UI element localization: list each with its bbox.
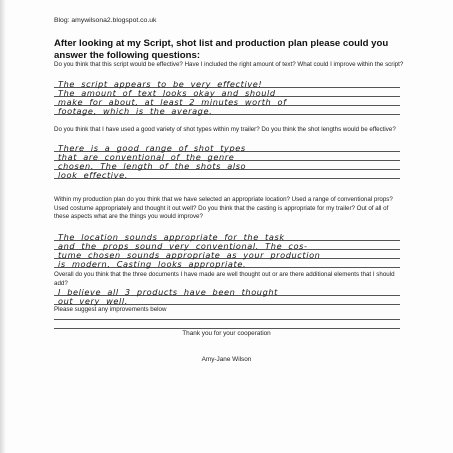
author-name: Amy-Jane Wilson [201, 356, 252, 363]
answer-1 [58, 80, 398, 116]
answer-4-line: out very well. [58, 296, 128, 306]
answer-3-line: tume chosen sounds appropriate as your production [58, 250, 321, 260]
answer-4 [58, 288, 398, 306]
answer-lines-5 [54, 311, 400, 329]
question-1: Do you think that this script would be effective? Have I included the right amount of text? What could I improve within the script? [54, 61, 404, 68]
question-3: Within my production plan do you think that we have selected an appropriate location? Used a range of conventional props? Used costume appropriately and thought it out well? Do you think that the casting is appropriate for my trailer? Out of all of these aspects what are the things you would improve? [54, 196, 393, 221]
answer-2 [58, 144, 398, 180]
question-2: Do you think that I have used a good variety of shot types within my trailer? Do you think the shot lengths would be effective? [54, 126, 396, 133]
answer-3-line: and the props sound very conventional. The cos- [58, 241, 308, 251]
answer-2-line: that are conventional of the genre [58, 152, 235, 162]
answer-3-line: is modern. Casting looks appropriate. [58, 259, 247, 269]
answer-1-line: The script appears to be very effective! [58, 79, 263, 89]
answer-4-line: I believe all 3 products have been thought [58, 287, 278, 297]
form-heading: After looking at my Script, shot list and production plan please could you answer the following questions: [54, 38, 389, 61]
scan-edge-shadow [0, 0, 6, 453]
answer-1-line: The amount of text looks okay and should [58, 88, 276, 98]
blog-url: Blog: amywilsona2.blogspot.co.uk [54, 17, 157, 24]
question-4: Overall do you think that the three documents I have made are well thought out or are there additional elements that I should add? [54, 271, 395, 287]
answer-3-line: The location sounds appropriate for the task [58, 232, 285, 242]
answer-2-line: There is a good range of shot types [58, 143, 246, 153]
answer-2-line: look effective. [58, 170, 128, 180]
thank-you-note: Thank you for your cooperation [182, 330, 271, 337]
answer-2-line: chosen. The length of the shots also [58, 161, 247, 171]
question-5: Please suggest any improvements below [54, 306, 167, 313]
answer-3 [58, 233, 398, 269]
answer-1-line: make for about, at least 2 minutes worth of [58, 97, 287, 107]
answer-1-line: footage, which is the average. [58, 106, 213, 116]
